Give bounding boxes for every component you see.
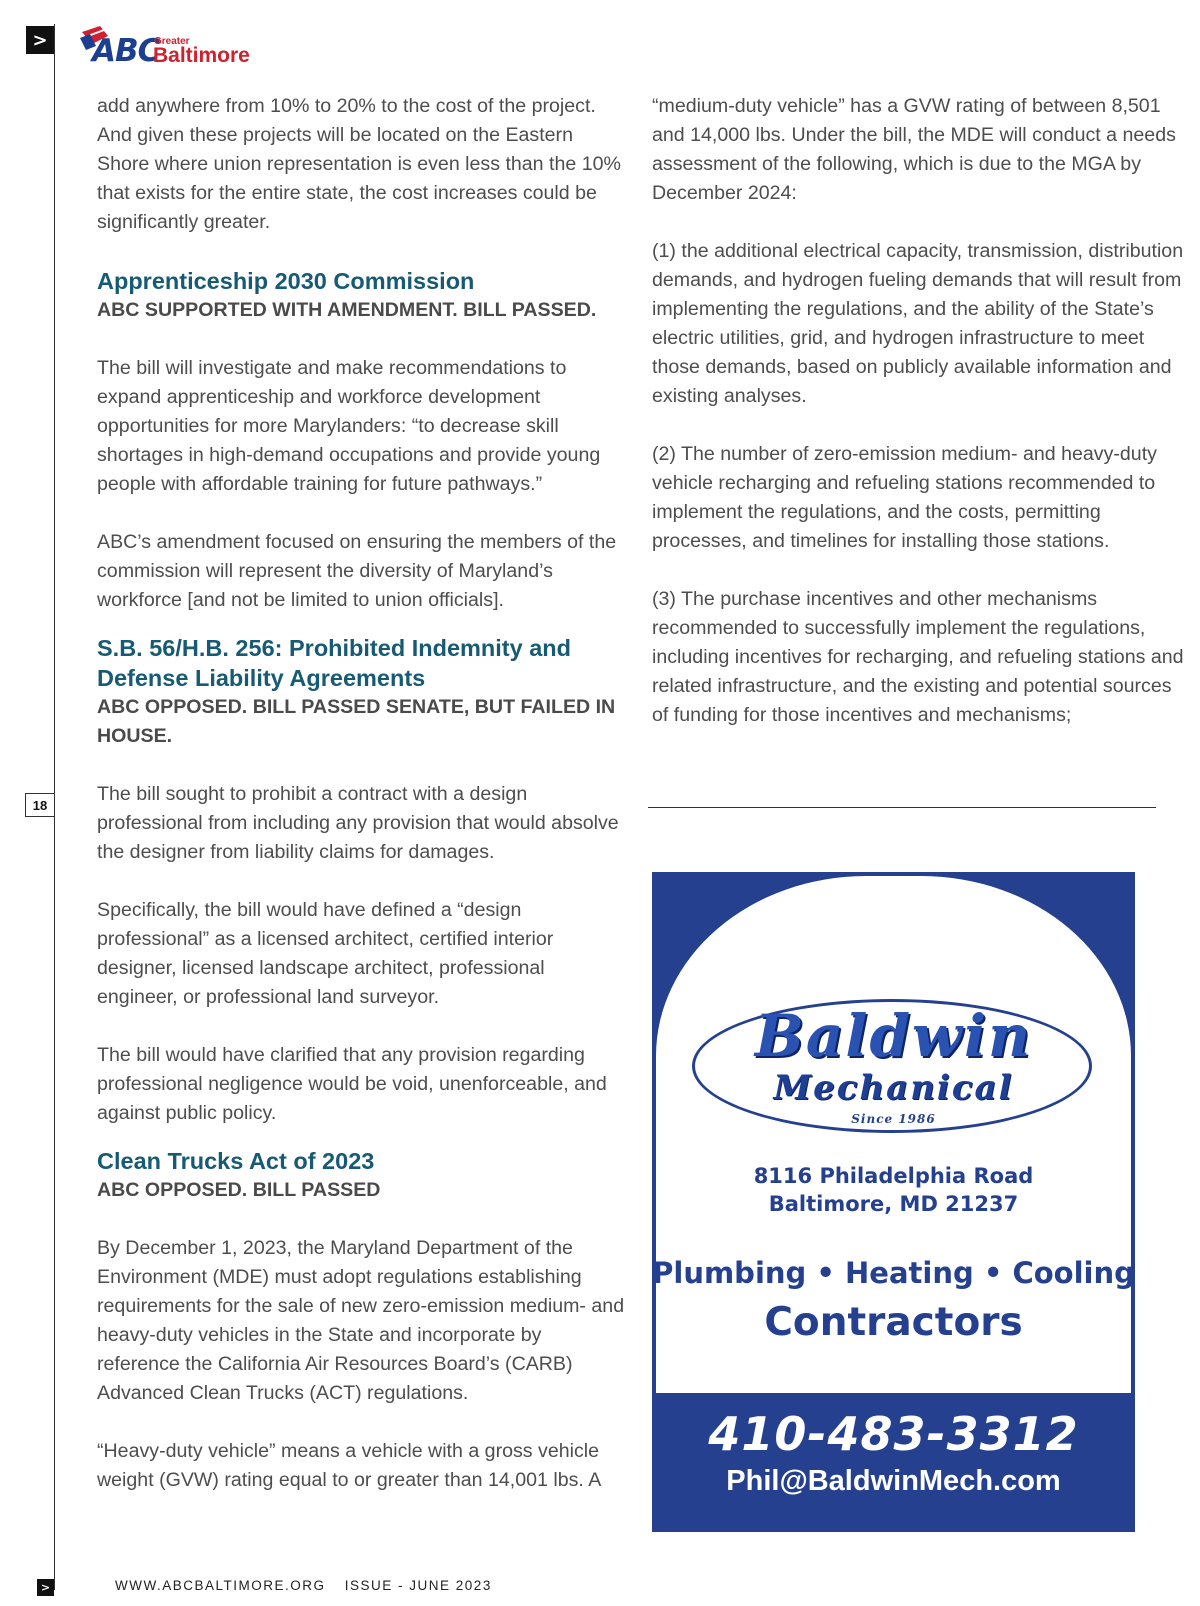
ad-since: Since 1986 (851, 1112, 936, 1126)
paragraph: The bill would have clarified that any provision regarding professional negligence would be void, unenforceable, and against public policy. (97, 1044, 607, 1124)
section-title-apprenticeship: Apprenticeship 2030 Commission (97, 268, 475, 294)
paragraph: (1) the additional electrical capacity, transmission, distribution demands, and hydrogen fueling demands that will result from implementing the regulations, and the ability of the State’s electric utilities, grid, and hydrogen infrastructure to meet those demands, based on publicly available information and existing analyses. (652, 240, 1184, 407)
paragraph: By December 1, 2023, the Maryland Department of the Environment (MDE) must adopt regulations establishing requirements for the sale of new zero-emission medium- and heavy-duty vehicles in the State and incorporate by reference the California Air Resources Board’s (CARB) Advanced Clean Trucks (ACT) regulations. (97, 1237, 625, 1404)
ad-contractors: Contractors (764, 1300, 1023, 1345)
ad-address-line2: Baltimore, MD 21237 (768, 1192, 1019, 1216)
footer-website-link[interactable]: WWW.ABCBALTIMORE.ORG (115, 1578, 326, 1593)
logo-graphic (78, 22, 268, 70)
paragraph: (2) The number of zero-emission medium- and heavy-duty vehicle recharging and refueling stations recommended to implement the regulations, and the costs, permitting processes, and timelines for installing those stations. (652, 443, 1157, 552)
logo-city-text: Baltimore (153, 44, 250, 67)
abc-baltimore-logo (78, 22, 268, 70)
footer-issue: ISSUE - JUNE 2023 (344, 1578, 492, 1593)
paragraph: The bill will investigate and make recommendations to expand apprenticeship and workforce development opportunities for more Marylanders: “to decrease skill shortages in high-demand occupations and provide young people with affordable training for future pathways.” (97, 357, 601, 495)
section-status-clean-trucks: ABC OPPOSED. BILL PASSED (97, 1179, 381, 1201)
paragraph: Specifically, the bill would have defined a “design professional” as a licensed architect, certified interior designer, licensed landscape architect, professional engineer, or professional land surveyor. (97, 899, 554, 1008)
nav-arrow-small-icon[interactable]: > (37, 1579, 54, 1596)
ad-company-subname: Mechanical (773, 1068, 1014, 1108)
intro-paragraph: add anywhere from 10% to 20% to the cost of the project. And given these projects will be located on the Eastern Shore where union representation is even less than the 10% that exists for the entire state, the cost increases could be significantly greater. (97, 95, 621, 233)
right-column (652, 92, 1184, 759)
nav-arrow-icon[interactable]: > (26, 26, 54, 54)
ad-company-name: Baldwin (754, 1002, 1033, 1070)
paragraph: The bill sought to prohibit a contract with a design professional from including any provision that would absolve the designer from liability claims for damages. (97, 783, 619, 863)
paragraph: “Heavy-duty vehicle” means a vehicle with a gross vehicle weight (GVW) rating equal to or greater than 14,001 lbs. A (97, 1440, 602, 1491)
paragraph: (3) The purchase incentives and other mechanisms recommended to successfully implement the regulations, including incentives for recharging, and refueling stations and related infrastructure, and the existing and potential sources of funding for those incentives and mechanisms; (652, 588, 1184, 726)
section-status-indemnity: ABC OPPOSED. BILL PASSED SENATE, BUT FAILED IN HOUSE. (97, 696, 616, 747)
baldwin-mechanical-ad[interactable] (652, 872, 1135, 1532)
ad-services: Plumbing • Heating • Cooling (652, 1256, 1135, 1290)
left-column (97, 92, 627, 1524)
section-title-clean-trucks: Clean Trucks Act of 2023 (97, 1148, 375, 1174)
paragraph: ABC’s amendment focused on ensuring the members of the commission will represent the diversity of Maryland’s workforce [and not be limited to union officials]. (97, 531, 617, 611)
logo-greater-text: Greater (154, 36, 190, 47)
section-status-apprenticeship: ABC SUPPORTED WITH AMENDMENT. BILL PASSED. (97, 299, 597, 321)
section-title-indemnity: S.B. 56/H.B. 256: Prohibited Indemnity and Defense Liability Agreements (97, 635, 572, 691)
ad-phone[interactable]: 410-483-3312 (708, 1407, 1079, 1461)
footer (115, 1578, 506, 1593)
page-number: 18 (25, 793, 55, 817)
ad-email-link[interactable]: Phil@BaldwinMech.com (726, 1465, 1061, 1497)
ad-address-line1: 8116 Philadelphia Road (753, 1164, 1034, 1188)
logo-abc-text: ABC (92, 33, 160, 69)
divider (648, 807, 1156, 808)
paragraph: “medium-duty vehicle” has a GVW rating of between 8,501 and 14,000 lbs. Under the bill, the MDE will conduct a needs assessment of the following, which is due to the MGA by December 2024: (652, 95, 1176, 204)
